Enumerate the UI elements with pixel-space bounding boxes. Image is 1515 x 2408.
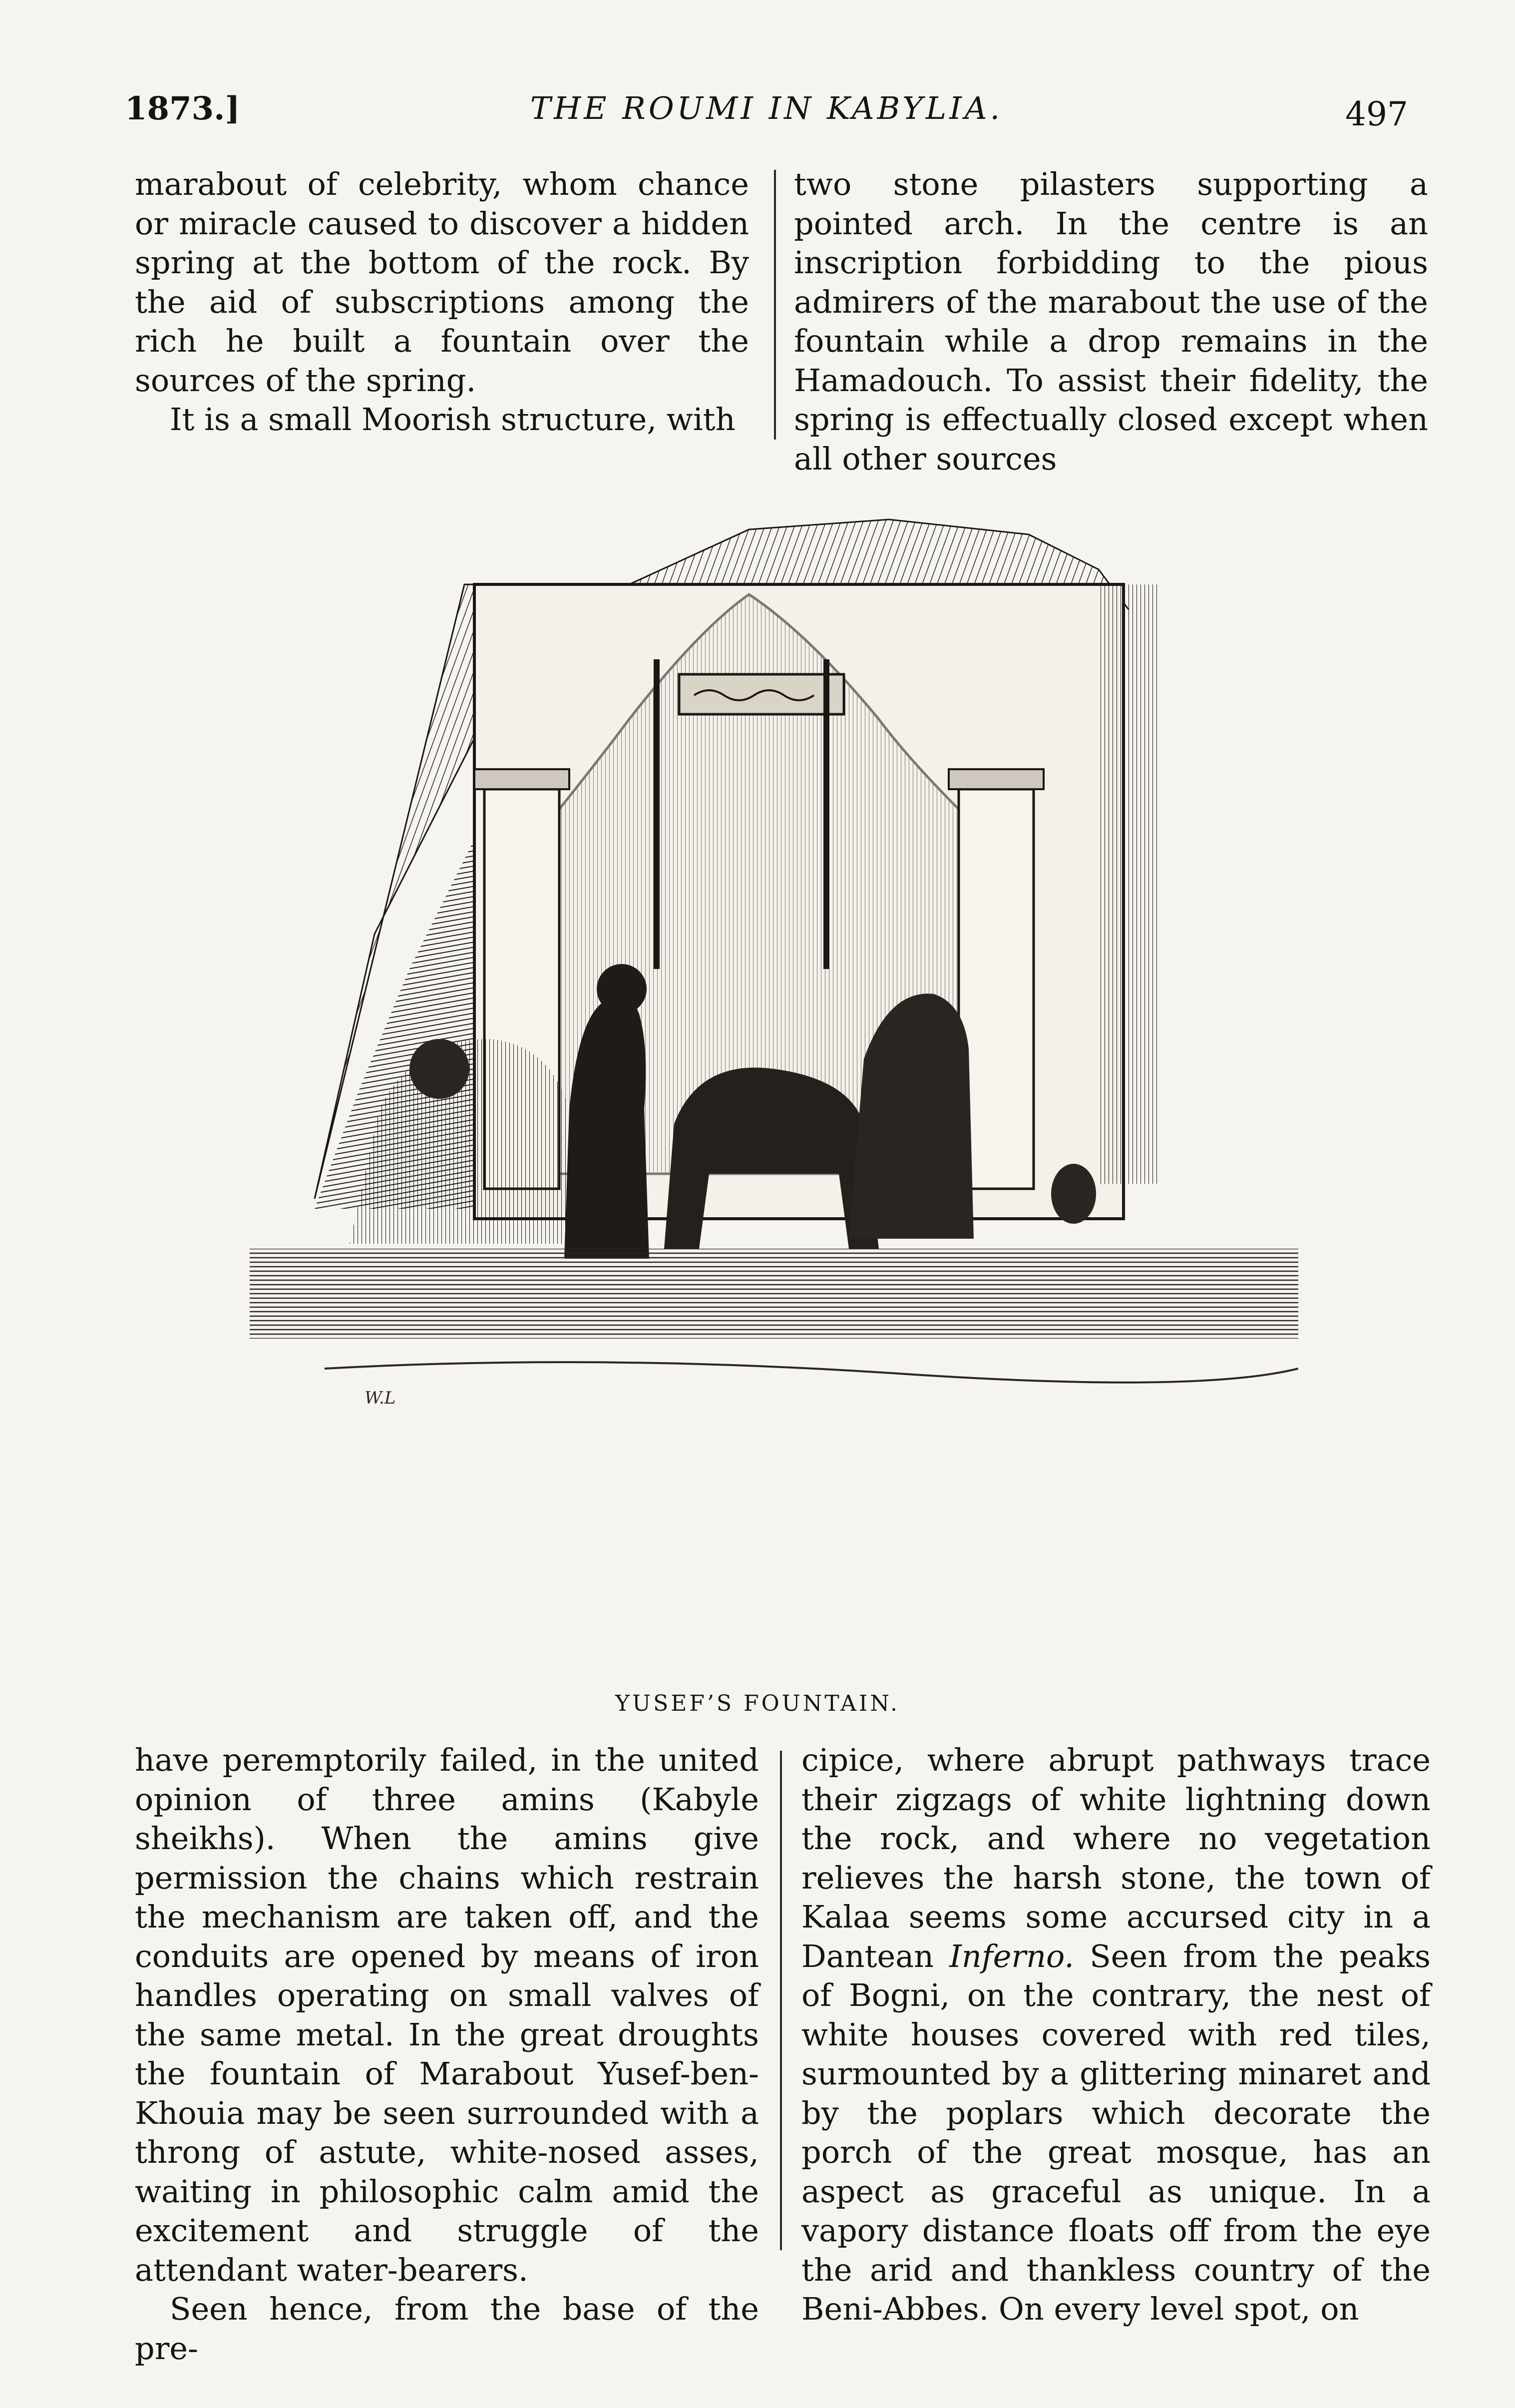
fountain-engraving [250,509,1298,1658]
paragraph: have peremptorily failed, in the united opinion of three amins (Kabyle sheikhs). When the amins give permission the chains which restrain the mechanism are taken off, and the conduits are opened by means of iron handles operating on small valves of the same metal. In the great droughts the fountain of Marabout Yusef-ben-Khouia may be seen surrounded with a throng of astute, white-nosed asses, waiting in philosophic calm amid the excitement and struggle of the attendant water-bearers. [135,1742,759,2288]
column-rule [780,1751,782,2250]
paragraph: Seen hence, from the base of the pre- [135,2291,759,2367]
paragraph: two stone pilasters supporting a pointed arch. In the centre is an inscription forbidding to the pious admirers of the marabout the use of the fountain while a drop remains in the Hamadouch. To assist their fidelity, the spring is effectually closed except when all other sources [794,166,1428,477]
water-jar [1051,1164,1096,1224]
top-left-column [135,165,749,440]
header-title: THE ROUMI IN KABYLIA. [530,90,1003,126]
inscription-plaque [679,674,844,714]
top-right-column [794,165,1428,479]
engraver-mark: W.L [365,1388,396,1408]
text-run: cipice, where abrupt pathways trace their zigzags of white lightning down the rock, and where no vegetation relieves the harsh stone, the town of Kalaa seems some accursed city in a Dantean [801,1742,1431,1974]
bottom-right-column [801,1741,1431,2329]
paragraph: marabout of celebrity, whom chance or miracle caused to discover a hidden spring at the bottom of the rock. By the aid of subscriptions among the rich he built a fountain over the sources of the spring. [135,166,749,399]
paragraph: It is a small Moorish structure, with [170,401,736,438]
page-number: 497 [1345,95,1408,133]
header-year: 1873.] [125,90,240,127]
italic-title: Inferno. [949,1937,1074,1974]
text-run: Seen from the peaks of Bogni, on the contrary, the nest of white houses covered with red tiles, surmounted by a glittering minaret and by the poplars which decorate the porch of the great mosque, has an aspect as graceful as unique. In a vapory distance floats off from the eye the arid and thankless country of the Beni-Abbes. On every level spot, on [801,1937,1431,2327]
figure-caption: YUSEF’S FOUNTAIN. [615,1691,900,1716]
running-header [125,85,1408,140]
paragraph [801,1741,1431,2329]
bottom-left-column [135,1741,759,2368]
column-rule [774,170,776,440]
ground [250,1249,1298,1339]
